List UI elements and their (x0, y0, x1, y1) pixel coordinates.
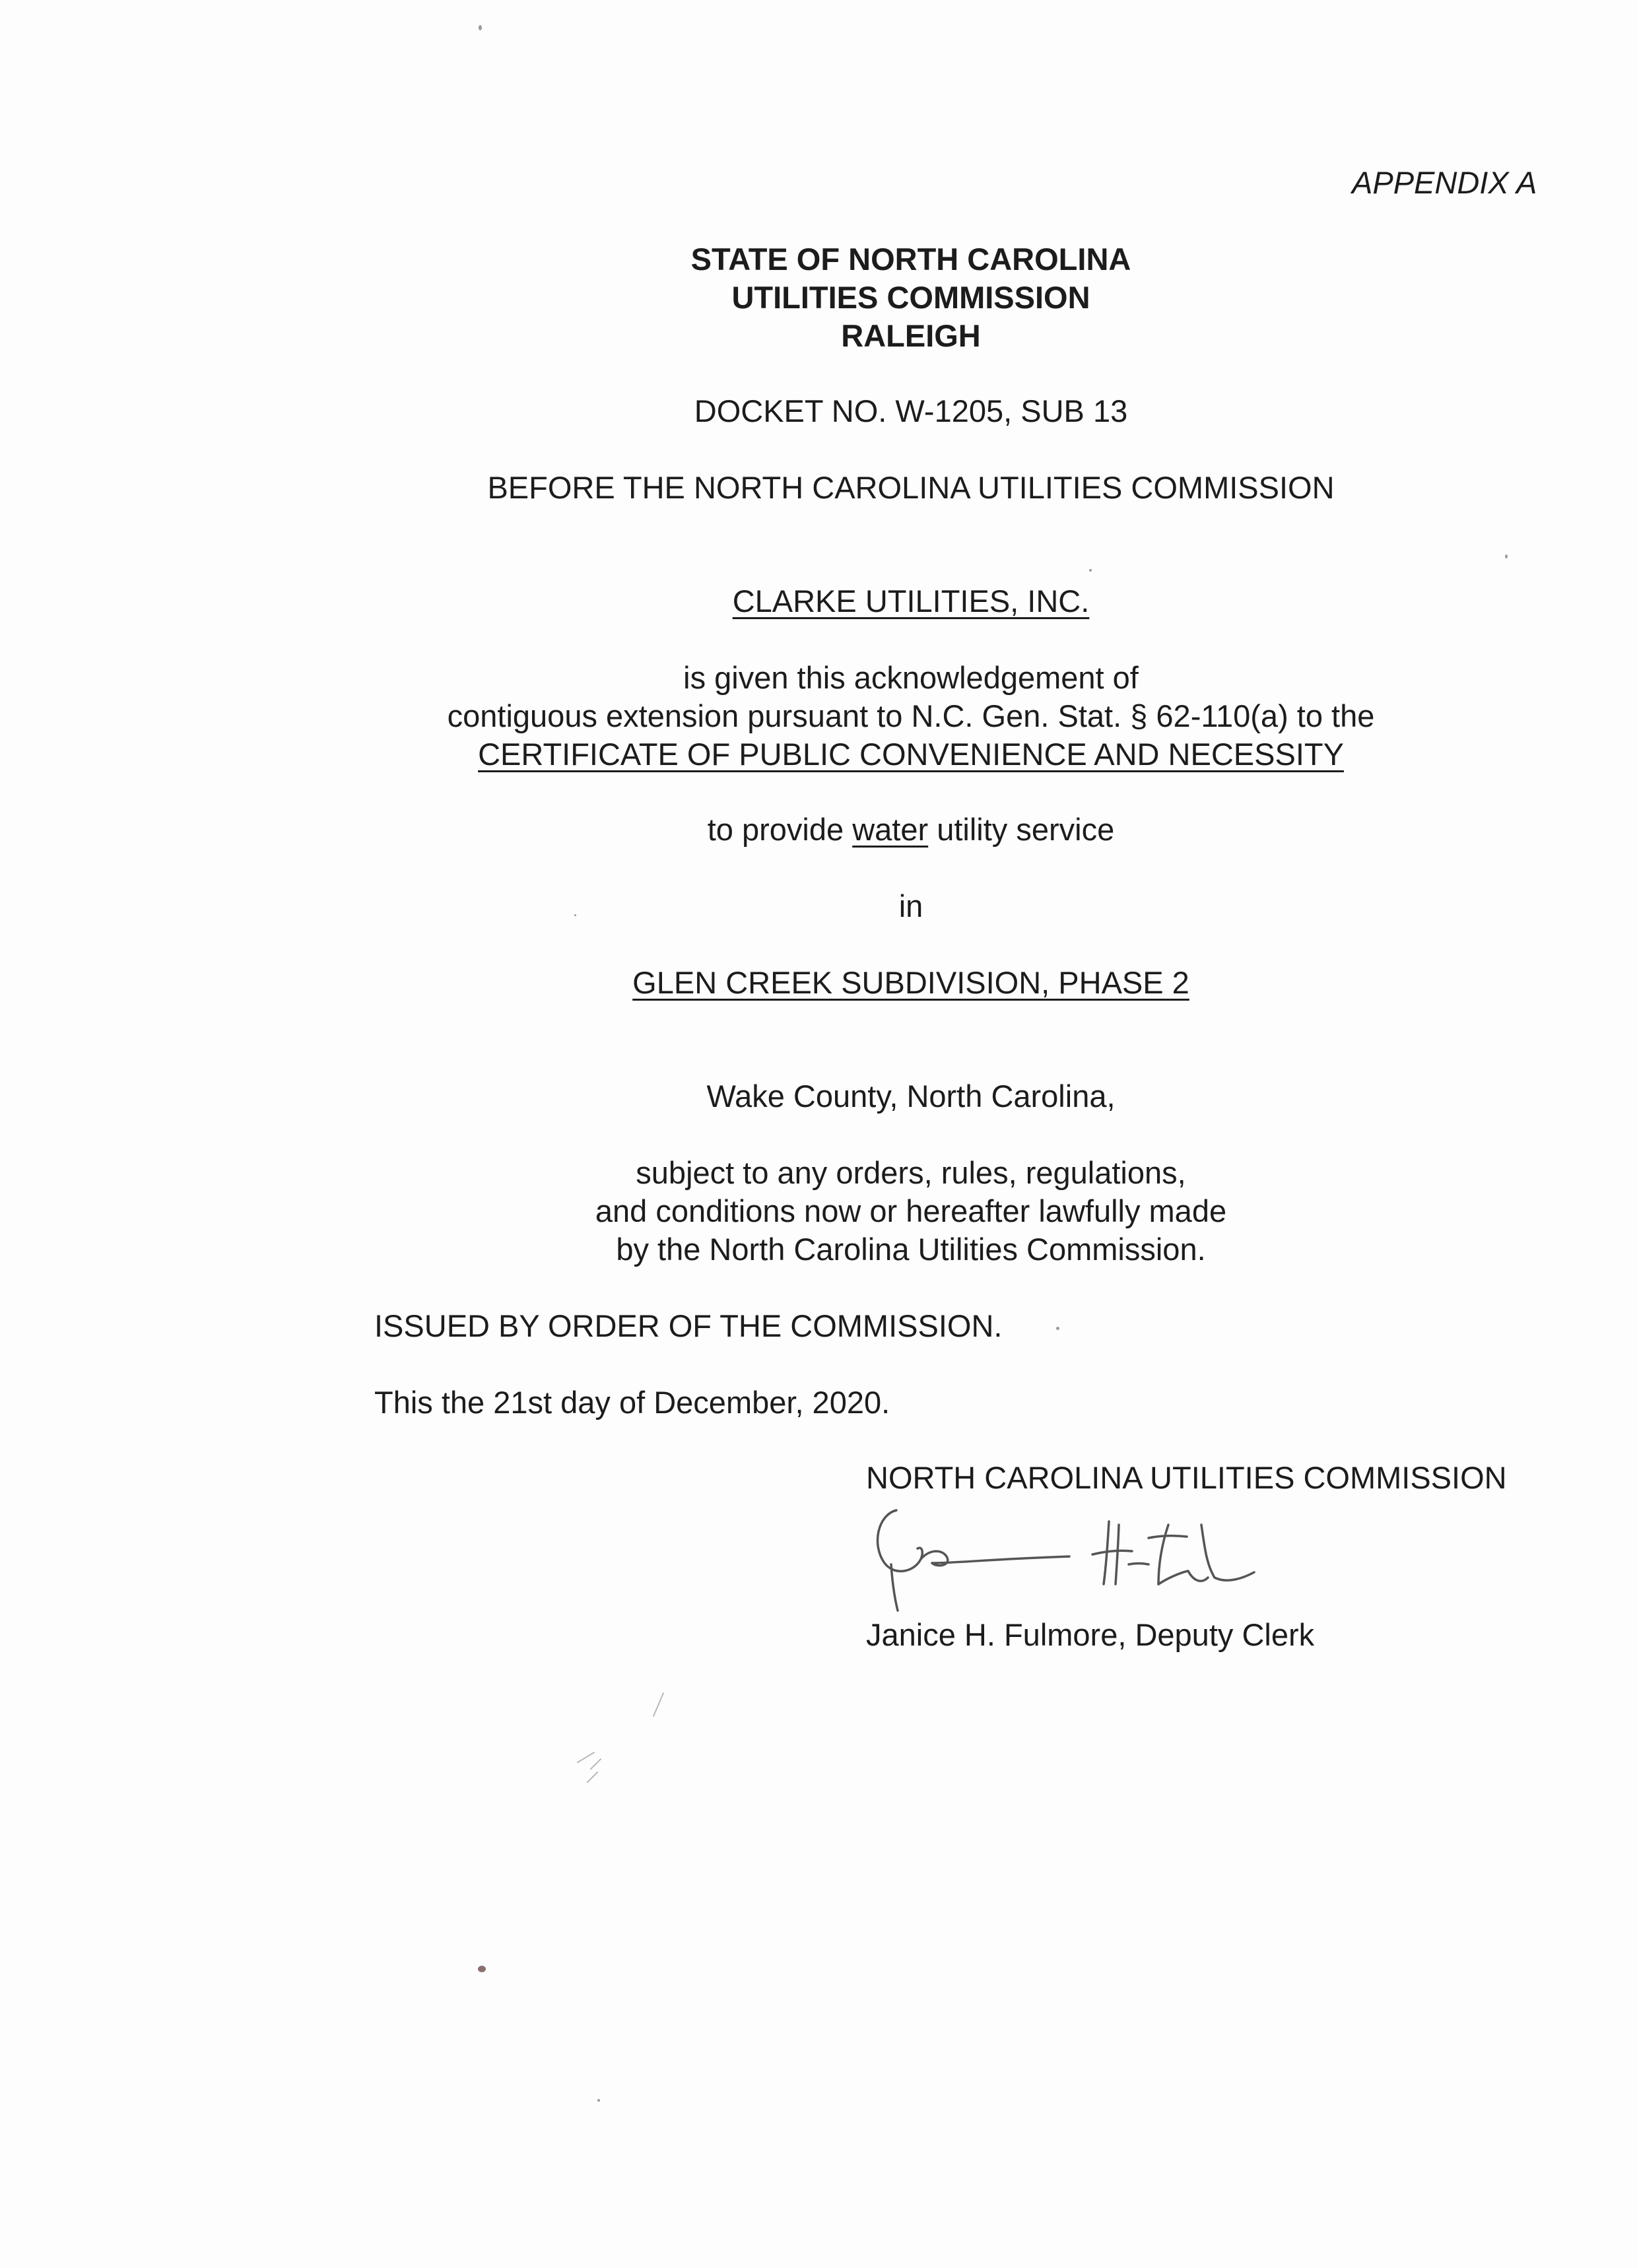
header-commission: UTILITIES COMMISSION (731, 280, 1090, 315)
scan-speck (1056, 1327, 1059, 1330)
scan-speck (574, 914, 576, 916)
county-line: Wake County, North Carolina, (706, 1079, 1116, 1114)
header-state: STATE OF NORTH CAROLINA (690, 242, 1131, 277)
subject-line-2: and conditions now or hereafter lawfully made (595, 1193, 1227, 1228)
in-line: in (898, 888, 923, 923)
certificate-text: CERTIFICATE OF PUBLIC CONVENIENCE AND NECESSITY (478, 737, 1344, 772)
subject-line-1: subject to any orders, rules, regulations, (636, 1155, 1186, 1190)
header-city: RALEIGH (841, 318, 981, 353)
extension-line: contiguous extension pursuant to N.C. Gen. Stat. § 62-110(a) to the (447, 698, 1375, 733)
scan-speck (597, 2099, 600, 2102)
given-line: is given this acknowledgement of (683, 660, 1139, 695)
scan-speck (478, 1966, 486, 1972)
subdivision-line (0, 964, 1637, 1002)
before-commission: BEFORE THE NORTH CAROLINA UTILITIES COMMISSION (487, 470, 1335, 505)
scan-speck (1089, 569, 1092, 572)
issued-line: ISSUED BY ORDER OF THE COMMISSION. (374, 1308, 1003, 1343)
scan-speck (479, 25, 482, 30)
service-type: water (852, 812, 929, 847)
certificate-line (0, 735, 1637, 774)
signature-commission: NORTH CAROLINA UTILITIES COMMISSION (866, 1460, 1507, 1495)
handwritten-signature (858, 1485, 1281, 1617)
appendix-label: APPENDIX A (1352, 165, 1537, 200)
provide-pre: to provide (707, 812, 844, 847)
signature-graphic (858, 1485, 1281, 1617)
date-line: This the 21st day of December, 2020. (374, 1385, 890, 1420)
scan-speck (1505, 554, 1508, 558)
company-name (0, 582, 1637, 620)
signer-name: Janice H. Fulmore, Deputy Clerk (866, 1617, 1315, 1652)
subdivision-text: GLEN CREEK SUBDIVISION, PHASE 2 (632, 965, 1189, 1000)
docket-number: DOCKET NO. W-1205, SUB 13 (694, 393, 1128, 428)
company-name-text: CLARKE UTILITIES, INC. (732, 584, 1090, 618)
provide-line (0, 811, 1637, 849)
provide-post: utility service (937, 812, 1115, 847)
stray-pencil-marks (568, 1690, 673, 1795)
subject-line-3: by the North Carolina Utilities Commission. (616, 1232, 1206, 1267)
